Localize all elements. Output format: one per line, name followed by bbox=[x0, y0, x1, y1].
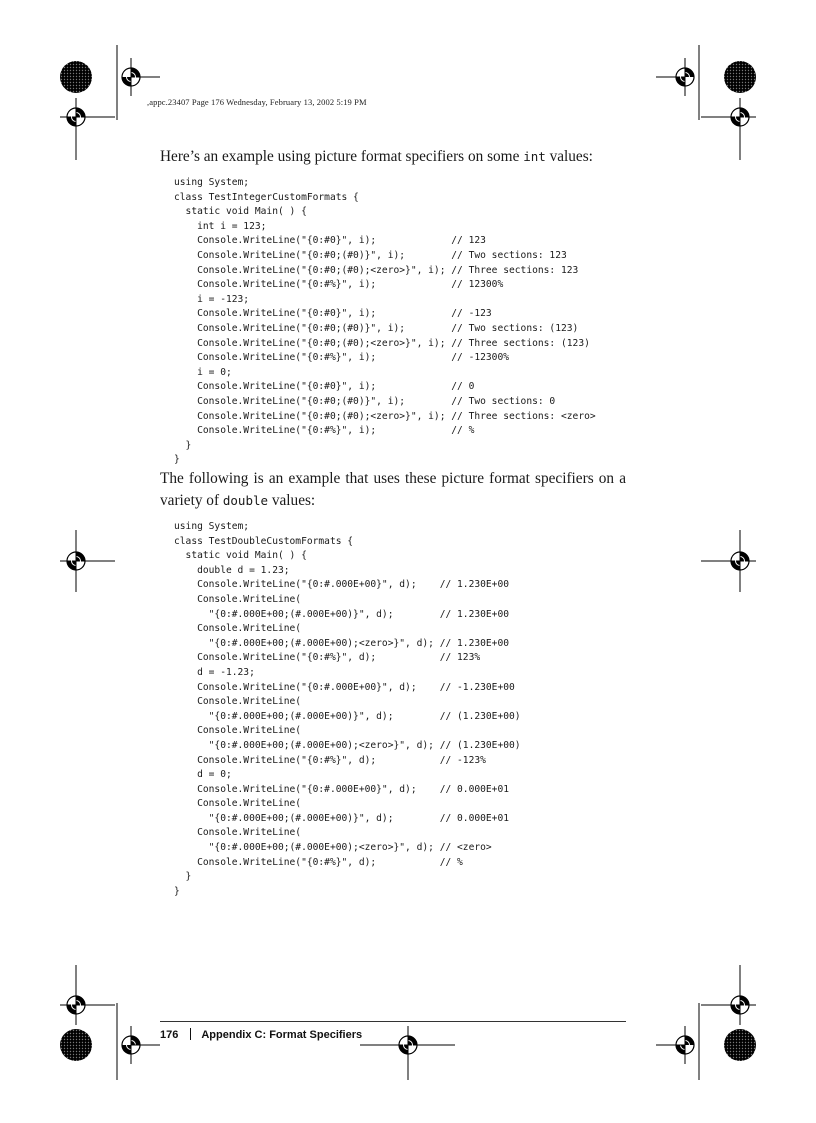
chapter-title: Appendix C: Format Specifiers bbox=[201, 1029, 363, 1041]
page-footer bbox=[160, 1028, 362, 1041]
intro2-before: The following is an example that uses these picture format specifiers on a variety of bbox=[160, 470, 626, 509]
code-block-double-formats: using System; class TestDoubleCustomFormats { static void Main( ) { double d = 1.23; Console.WriteLine("{0:#.000E+00}", d); // 1.230E+00 Console.WriteLine( "{0:#.000E+00;(#.000E+00)}", d); // 1.230E+00 Console.WriteLine( "{0:#.000E+00;(#.000E+00);<zero>}", d); // 1.230E+00 Console.WriteLine("{0:#%}", d); // 123% d = -1.23; Console.WriteLine("{0:#.000E+00}", d); // -1.230E+00 Console.WriteLine( "{0:#.000E+00;(#.000E+00)}", d); // (1.230E+00) Console.WriteLine( "{0:#.000E+00;(#.000E+00);<zero>}", d); // (1.230E+00) Console.WriteLine("{0:#%}", d); // -123% d = 0; Console.WriteLine("{0:#.000E+00}", d); // 0.000E+01 Console.WriteLine( "{0:#.000E+00;(#.000E+00)}", d); // 0.000E+01 Console.WriteLine( "{0:#.000E+00;(#.000E+00);<zero>}", d); // <zero> Console.WriteLine("{0:#%}", d); // % } } bbox=[174, 521, 521, 897]
intro2-code: double bbox=[222, 493, 269, 508]
intro-paragraph-int bbox=[160, 146, 626, 168]
intro-paragraph-double bbox=[160, 468, 626, 512]
halftone-dot-bottom-right bbox=[724, 1029, 756, 1061]
print-slug: ,appc.23407 Page 176 Wednesday, February 13, 2002 5:19 PM bbox=[147, 97, 367, 107]
intro2-after: values: bbox=[268, 492, 316, 509]
halftone-dot-top-left bbox=[60, 61, 92, 93]
intro1-after: values: bbox=[545, 148, 593, 165]
footer-separator bbox=[190, 1028, 191, 1040]
intro1-before: Here’s an example using picture format specifiers on some bbox=[160, 148, 524, 165]
intro1-code: int bbox=[523, 149, 546, 164]
halftone-dot-top-right bbox=[724, 61, 756, 93]
page-number: 176 bbox=[160, 1029, 179, 1041]
footer-rule bbox=[160, 1021, 626, 1022]
halftone-dot-bottom-left bbox=[60, 1029, 92, 1061]
code-block-integer-formats: using System; class TestIntegerCustomFormats { static void Main( ) { int i = 123; Console.WriteLine("{0:#0}", i); // 123 Console.WriteLine("{0:#0;(#0)}", i); // Two sections: 123 Console.WriteLine("{0:#0;(#0);<zero>}", i); // Three sections: 123 Console.WriteLine("{0:#%}", i); // 12300% i = -123; Console.WriteLine("{0:#0}", i); // -123 Console.WriteLine("{0:#0;(#0)}", i); // Two sections: (123) Console.WriteLine("{0:#0;(#0);<zero>}", i); // Three sections: (123) Console.WriteLine("{0:#%}", i); // -12300% i = 0; Console.WriteLine("{0:#0}", i); // 0 Console.WriteLine("{0:#0;(#0)}", i); // Two sections: 0 Console.WriteLine("{0:#0;(#0);<zero>}", i); // Three sections: <zero> Console.WriteLine("{0:#%}", i); // % } } bbox=[174, 177, 596, 466]
